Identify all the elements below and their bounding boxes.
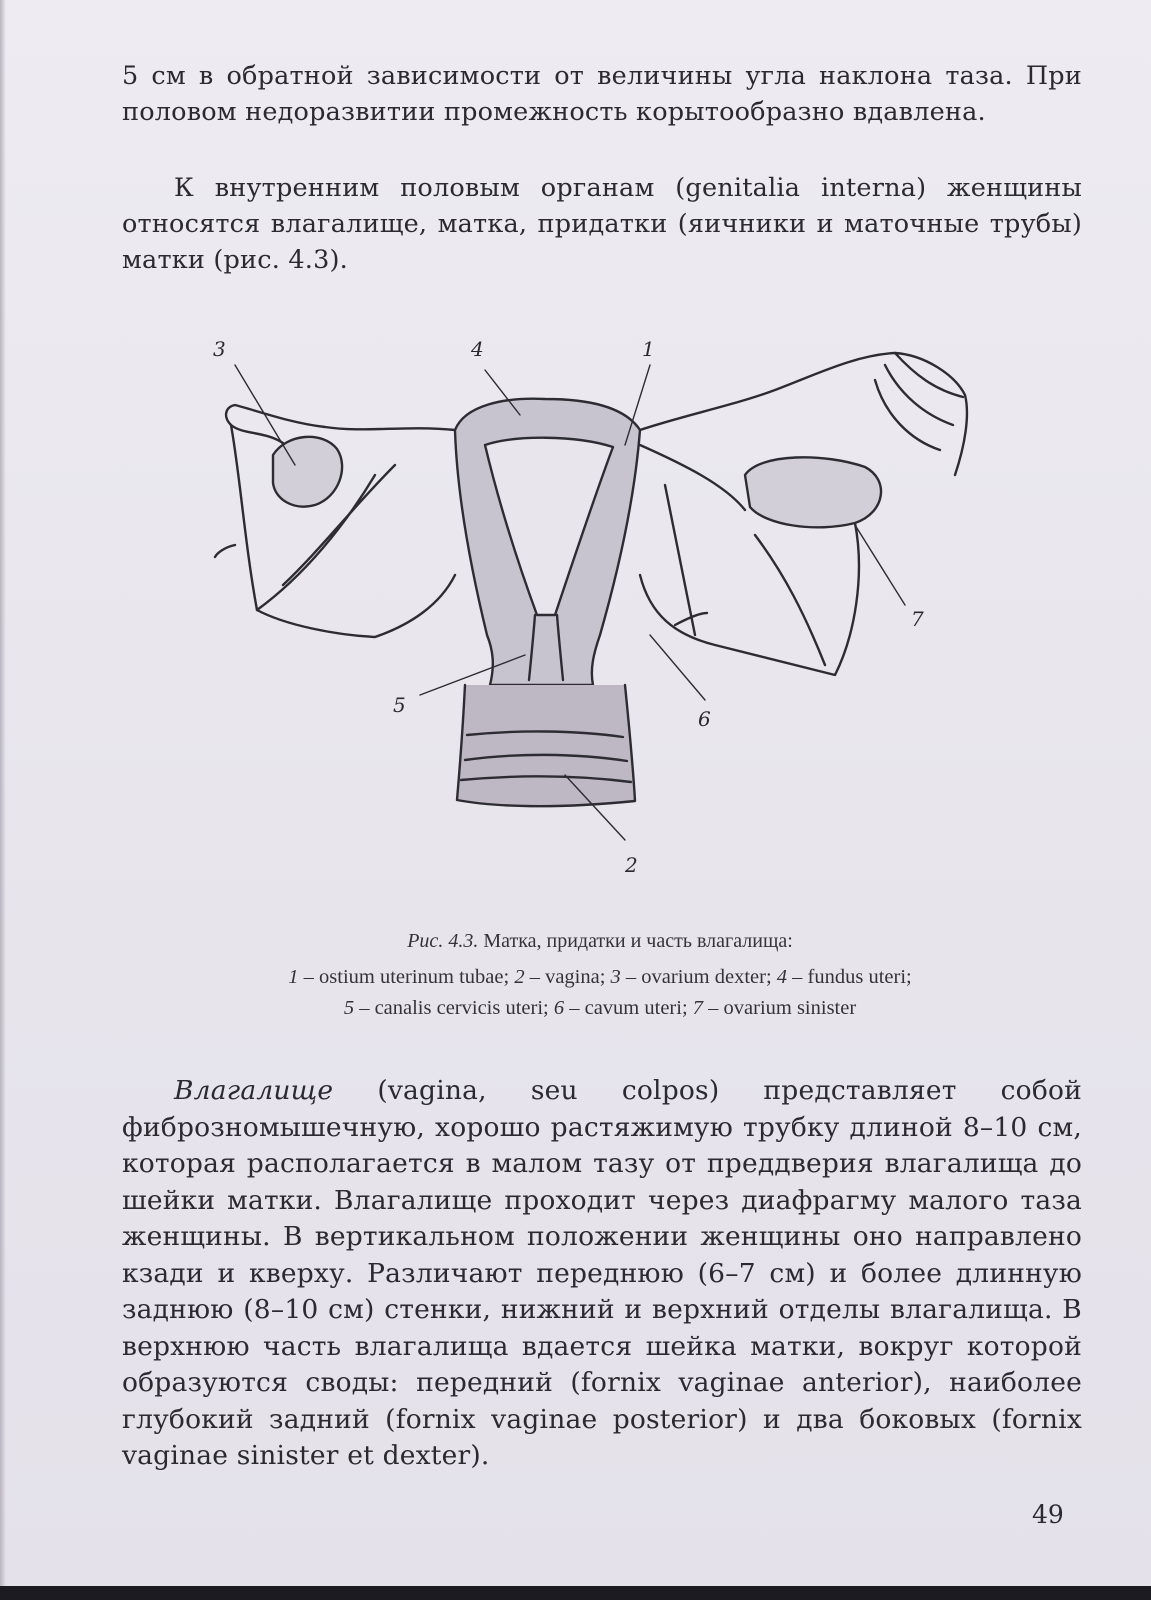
figure-label-1: 1	[642, 337, 655, 361]
right-tube-outline	[226, 405, 455, 443]
figure-caption-title	[110, 930, 1090, 953]
paragraph-vagina	[122, 1073, 1082, 1475]
legend-number-2: 2	[514, 966, 525, 988]
figure-label-2: 2	[625, 853, 638, 877]
paragraph-internal-organs	[122, 170, 1082, 278]
legend-number-5: 5	[343, 997, 355, 1019]
figure-label-5: 5	[393, 693, 406, 717]
legend-number-6: 6	[553, 997, 565, 1019]
legend-text-7: – ovarium sinister	[703, 997, 857, 1019]
leader-3	[235, 365, 295, 465]
left-fimbriae	[875, 353, 963, 450]
uterus-drawing	[195, 335, 995, 895]
vagina-outline	[457, 685, 635, 806]
legend-number-3: 3	[610, 966, 621, 988]
figure-legend-line-2	[110, 997, 1090, 1020]
scan-bottom-edge	[0, 1586, 1151, 1600]
figure-label-7: 7	[911, 607, 924, 631]
figure-legend-line-1	[110, 966, 1090, 989]
figure-label-6: 6	[698, 707, 711, 731]
right-ovary	[273, 437, 342, 507]
paragraph-vagina-text: (vagina, seu colpos) представляет собой фиброзномышечную, хорошо растяжимую трубку длиной 8–10 см, которая располагается в малом тазу от преддверия влагалища до шейки матки. Влагалище проходит через диафрагму малого таза женщины. В вертикальном положении женщины оно направлено кзади и кверху. Различают переднюю (6–7 см) и более длинную заднюю (8–10 см) стенки, нижний и верхний отделы влагалища. В верхнюю часть влагалища вдается шейка матки, вокруг которой образуются своды: передний (fornix vaginae anterior), наиболее глубокий задний (fornix vaginae posterior) и два боковых (fornix vaginae sinister et dexter).	[122, 1075, 1082, 1471]
legend-number-1: 1	[288, 966, 299, 988]
legend-text-6: – cavum uteri;	[564, 997, 693, 1019]
figure-title: Матка, придатки и часть влагалища:	[483, 930, 793, 952]
paragraph-internal-organs-text: К внутренним половым органам (genitalia interna) женщины относятся влагалище, матка, придатки (яичники и маточные трубы) матки (рис. 4.3).	[122, 173, 1082, 275]
page-edge-shadow	[0, 0, 6, 1600]
left-ovary	[745, 457, 881, 527]
legend-text-3: – ovarium dexter;	[620, 966, 777, 988]
legend-text-2: – vagina;	[524, 966, 611, 988]
figure-reference: Рис. 4.3.	[407, 930, 479, 952]
paragraph-perineum: 5 см в обратной зависимости от величины угла наклона таза. При половом недоразвитии промежность корытообразно вдавлена.	[122, 61, 1082, 127]
leader-7	[855, 525, 905, 605]
leader-6	[650, 635, 705, 700]
legend-number-4: 4	[776, 966, 788, 988]
uterus-illustration	[195, 335, 995, 895]
legend-text-4: – fundus uteri;	[787, 966, 912, 988]
legend-text-1: – ostium uterinum tubae;	[298, 966, 515, 988]
figure-label-4: 4	[471, 337, 484, 361]
legend-number-7: 7	[692, 997, 704, 1019]
term-vagina: Влагалище	[174, 1075, 334, 1106]
figure-label-3: 3	[213, 337, 226, 361]
legend-text-5: – canalis cervicis uteri;	[354, 997, 554, 1019]
page-number: 49	[1032, 1500, 1064, 1529]
